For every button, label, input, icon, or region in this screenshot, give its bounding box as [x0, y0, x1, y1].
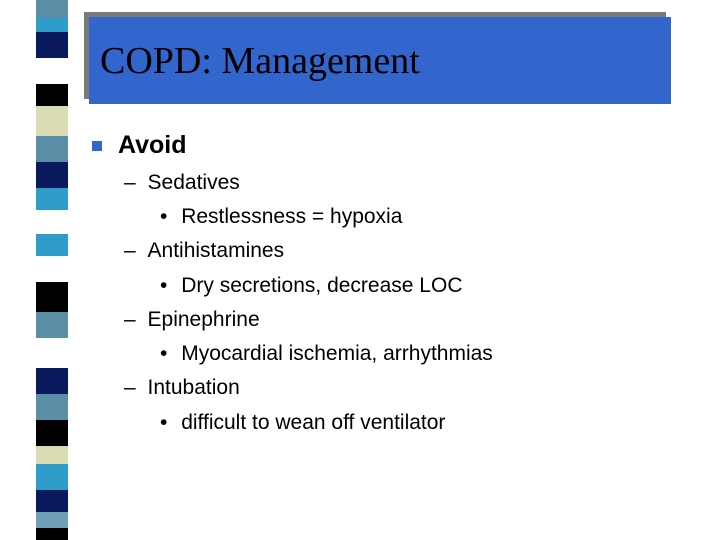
- stripe: [36, 32, 68, 58]
- bullet-marker: •: [160, 274, 168, 297]
- list-item-label: Intubation: [147, 376, 240, 399]
- stripe: [36, 58, 68, 84]
- slide-title: COPD: Management: [100, 40, 420, 82]
- stripe: [36, 446, 68, 464]
- dash-marker: –: [124, 376, 136, 399]
- list-item: [124, 307, 260, 332]
- bullet-marker: •: [160, 205, 168, 228]
- stripe: [36, 512, 68, 528]
- stripe: [36, 464, 68, 490]
- stripe: [36, 234, 68, 256]
- stripe: [36, 136, 68, 162]
- stripe: [36, 338, 68, 368]
- stripe: [36, 282, 68, 312]
- list-item: [124, 238, 284, 263]
- stripe: [36, 394, 68, 420]
- bullet-marker: •: [160, 342, 168, 365]
- list-item: [124, 170, 240, 195]
- stripe: [36, 312, 68, 338]
- decorative-stripe-bar: [36, 0, 68, 540]
- title-box: [89, 17, 671, 104]
- stripe: [36, 256, 68, 282]
- stripe: [36, 490, 68, 512]
- stripe: [36, 368, 68, 394]
- stripe: [36, 18, 68, 32]
- list-subitem: [160, 410, 445, 435]
- bullet-marker: •: [160, 411, 168, 434]
- dash-marker: –: [124, 239, 136, 262]
- list-subitem: [160, 341, 493, 366]
- list-item-label: Antihistamines: [147, 239, 285, 262]
- list-subitem-text: Dry secretions, decrease LOC: [181, 274, 463, 297]
- list-subitem: [160, 273, 462, 298]
- stripe: [36, 188, 68, 210]
- stripe: [36, 210, 68, 234]
- dash-marker: –: [124, 171, 136, 194]
- stripe: [36, 0, 68, 18]
- stripe: [36, 420, 68, 446]
- bullet-square-icon: [92, 141, 102, 151]
- list-subitem-text: difficult to wean off ventilator: [181, 411, 446, 434]
- section-heading: Avoid: [118, 131, 187, 159]
- stripe: [36, 106, 68, 136]
- list-subitem: [160, 204, 402, 229]
- list-item-label: Epinephrine: [147, 308, 260, 331]
- stripe: [36, 162, 68, 188]
- list-subitem-text: Myocardial ischemia, arrhythmias: [181, 342, 493, 365]
- dash-marker: –: [124, 308, 136, 331]
- list-item-label: Sedatives: [147, 171, 240, 194]
- stripe: [36, 528, 68, 540]
- stripe: [36, 84, 68, 106]
- list-item: [124, 375, 240, 400]
- list-subitem-text: Restlessness = hypoxia: [181, 205, 403, 228]
